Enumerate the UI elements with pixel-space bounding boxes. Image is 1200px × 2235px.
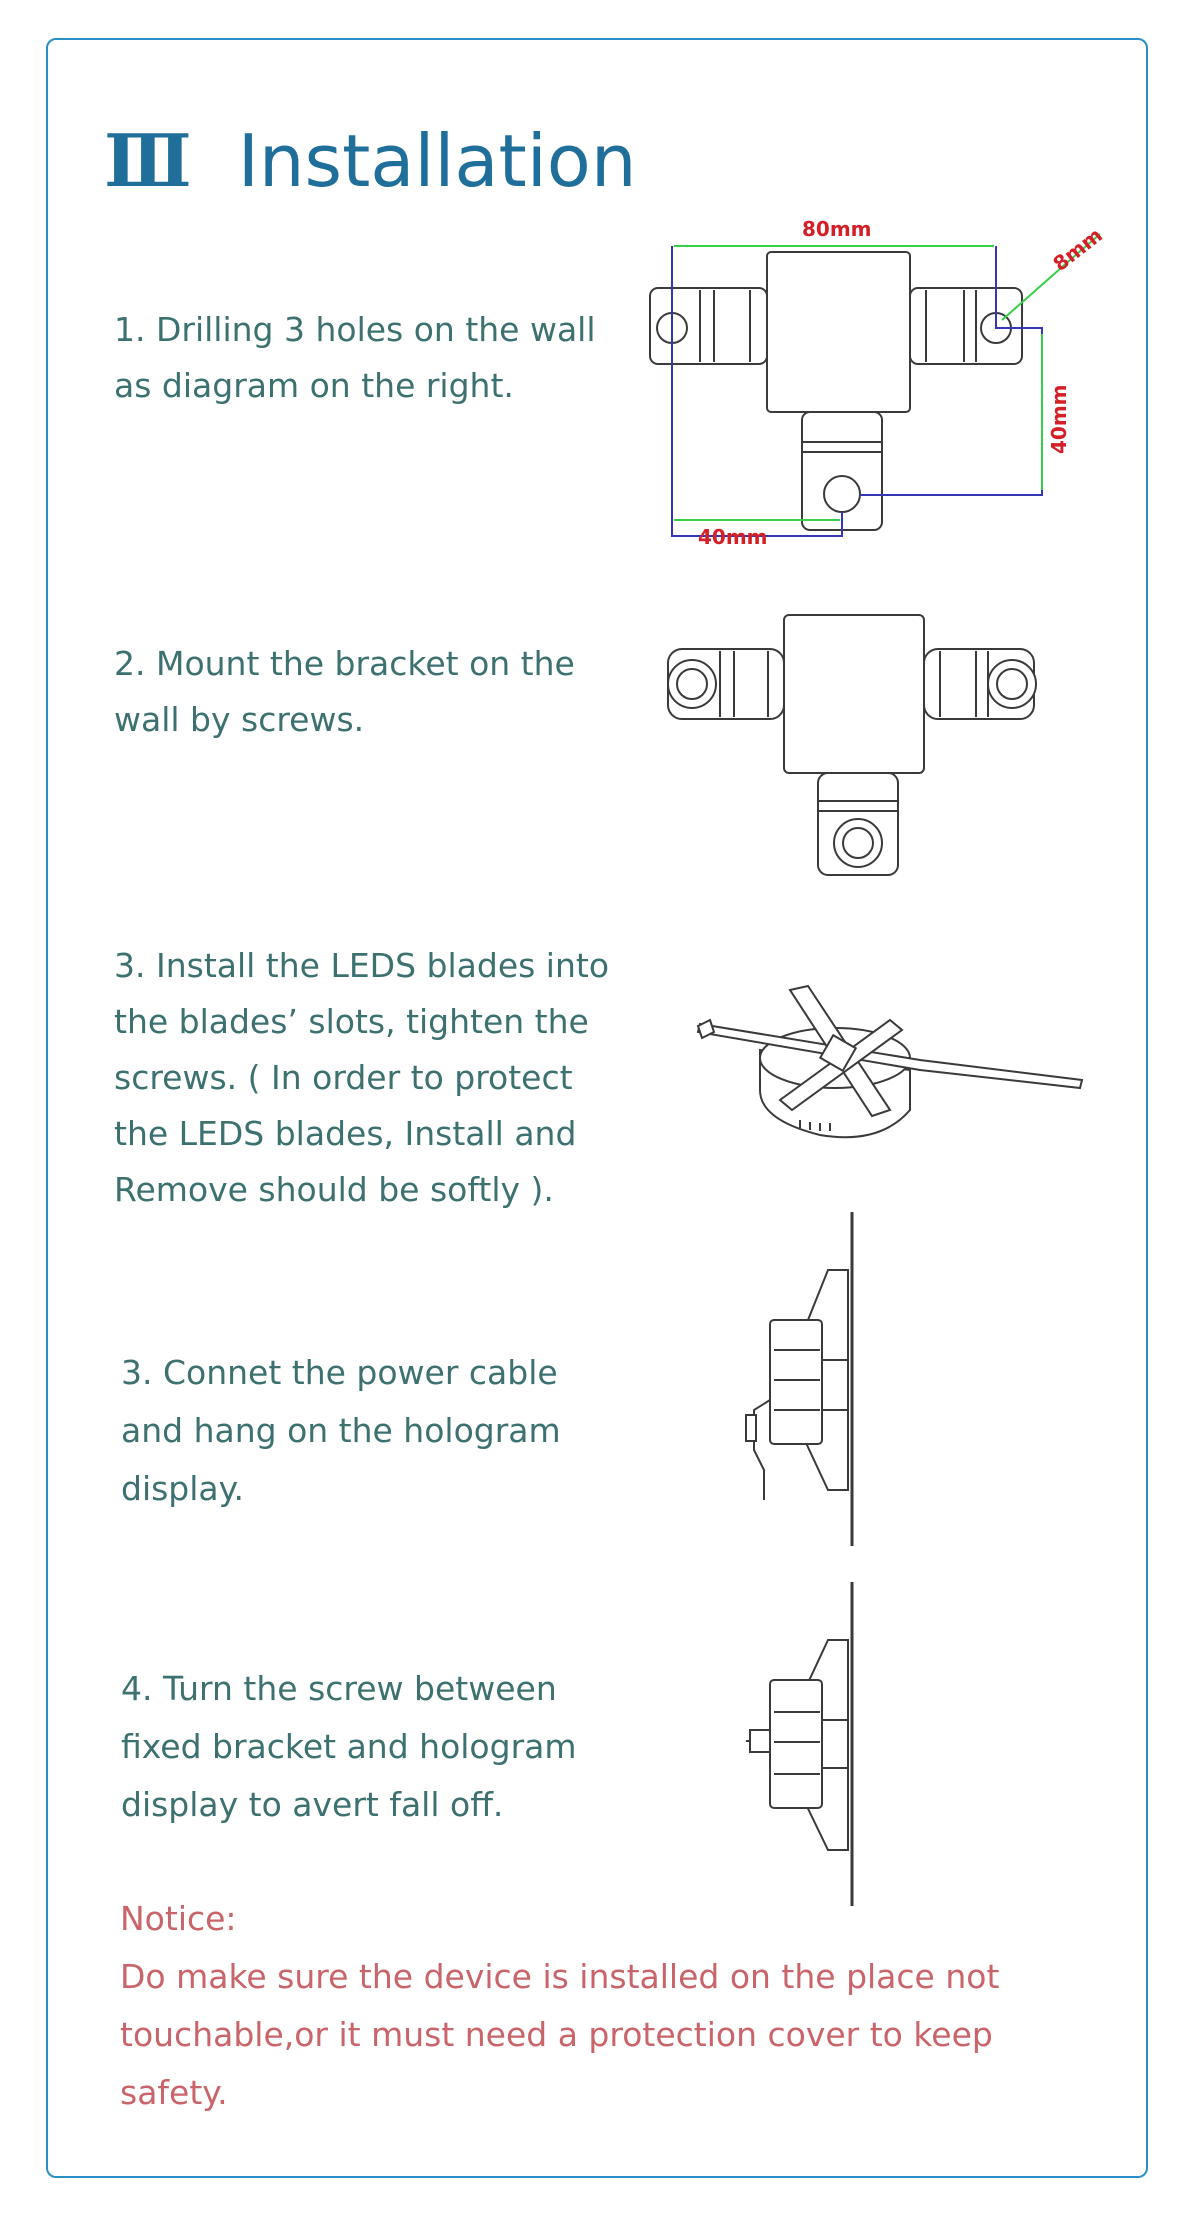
fixing-screw-icon [750, 1730, 770, 1752]
step-2-line-1: 2. Mount the bracket on the [114, 644, 575, 683]
step-3-line-2: the blades’ slots, tighten the [114, 1002, 589, 1041]
step-2-line-2: wall by screws. [114, 700, 365, 739]
step-5-line-2: fixed bracket and hologram [121, 1727, 577, 1766]
section-title-text: Installation [237, 119, 637, 203]
hole-bottom [824, 476, 860, 512]
step-3-line-3: screws. ( In order to protect [114, 1058, 573, 1097]
notice-block [120, 1890, 999, 2122]
step-1-line-2: as diagram on the right. [114, 366, 514, 405]
offset-dimension-label: 40mm [698, 525, 768, 549]
display-motor [770, 1320, 822, 1444]
step-1-line-1: 1. Drilling 3 holes on the wall [114, 310, 596, 349]
hole-diameter-label: 8mm [1048, 222, 1107, 276]
notice-line-2: touchable,or it must need a protection cover to keep [120, 2015, 993, 2054]
step-5-text [121, 1660, 577, 1834]
notice-line-3: safety. [120, 2073, 228, 2112]
step-3-line-1: 3. Install the LEDS blades into [114, 946, 610, 985]
step-5-line-3: display to avert fall off. [121, 1785, 504, 1824]
section-number: Ⅲ [104, 118, 192, 203]
drilling-diagram [630, 210, 1120, 570]
step-2-text [114, 636, 575, 748]
side-view-screw-diagram [740, 1580, 900, 1910]
notice-line-1: Do make sure the device is installed on the place not [120, 1957, 1000, 1996]
height-dimension-label: 40mm [1047, 384, 1071, 454]
step-3-line-5: Remove should be softly ). [114, 1170, 554, 1209]
step-1-text [114, 302, 596, 414]
section-title [104, 118, 636, 203]
step-3-line-4: the LEDS blades, Install and [114, 1114, 577, 1153]
notice-heading: Notice: [120, 1899, 237, 1938]
blade-installation-diagram [690, 960, 1090, 1160]
step-4-text [121, 1344, 561, 1518]
step-4-line-2: and hang on the hologram [121, 1411, 561, 1450]
side-view-hanging-diagram [740, 1210, 900, 1550]
mounted-bracket-diagram [650, 605, 1050, 885]
step-3-text [114, 938, 609, 1218]
step-5-line-1: 4. Turn the screw between [121, 1669, 557, 1708]
bracket-body [767, 252, 910, 412]
width-dimension-label: 80mm [802, 217, 872, 241]
step-4-line-1: 3. Connet the power cable [121, 1353, 558, 1392]
step-4-line-3: display. [121, 1469, 244, 1508]
